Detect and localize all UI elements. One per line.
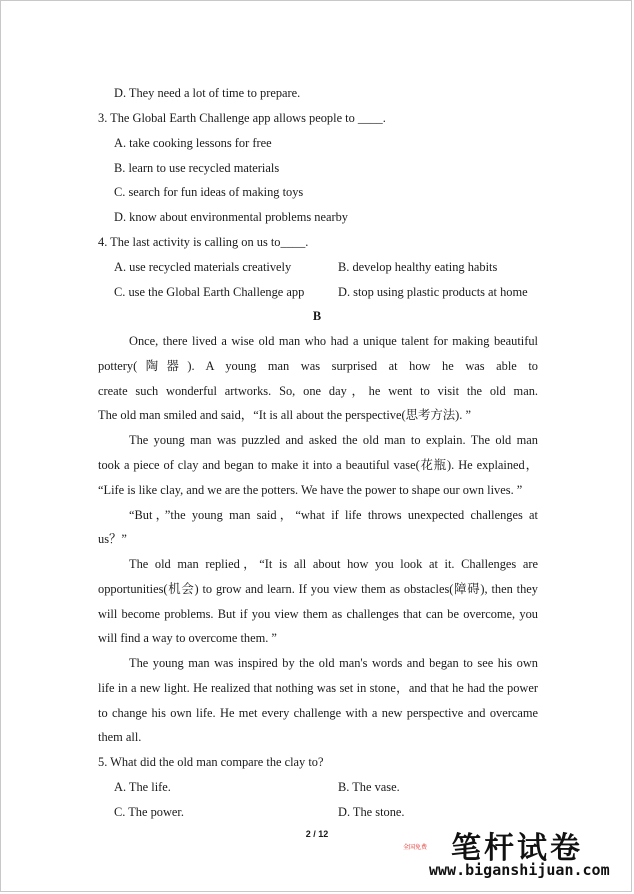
paragraph-4-line: opportunities(机会) to grow and learn. If you view them as obstacles(障碍), then they (98, 582, 538, 596)
paragraph-1-line: Once, there lived a wise old man who had a unique talent for making beautiful (129, 334, 538, 348)
paragraph-2-line: “Life is like clay, and we are the potters. We have the power to shape our own lives. ” (98, 483, 523, 497)
paragraph-5-line: life in a new light. He realized that nothing was set in stone，and that he had the power (98, 681, 538, 695)
q3-option-c: C. search for fun ideas of making toys (114, 185, 304, 199)
paragraph-4-line: will find a way to overcome them. ” (98, 631, 277, 645)
q4-option-b: B. develop healthy eating habits (338, 260, 498, 274)
q3-option-b: B. learn to use recycled materials (114, 161, 280, 175)
paragraph-1-line: create such wonderful artworks. So, one day，he went to visit the old man. (98, 384, 538, 398)
q4-option-c: C. use the Global Earth Challenge app (114, 285, 305, 299)
question-5: 5. What did the old man compare the clay to? (98, 755, 324, 769)
q5-option-c: C. The power. (114, 805, 184, 819)
paragraph-2-line: The young man was puzzled and asked the old man to explain. The old man (129, 433, 538, 447)
q4-option-d: D. stop using plastic products at home (338, 285, 528, 299)
q5-option-b: B. The vase. (338, 780, 400, 794)
question-3: 3. The Global Earth Challenge app allows people to ____. (98, 111, 386, 125)
page-number: 2 / 12 (305, 829, 329, 839)
question-4: 4. The last activity is calling on us to____. (98, 235, 309, 249)
paragraph-5-line: to change his own life. He met every challenge with a new perspective and overcame (98, 706, 538, 720)
q3-option-d: D. know about environmental problems nearby (114, 210, 348, 224)
watermark-tag: 全国免费 (403, 844, 428, 851)
q4-option-a: A. use recycled materials creatively (114, 260, 292, 274)
watermark-title: 笔杆试卷 (451, 831, 583, 866)
paragraph-2-line: took a piece of clay and began to make it into a beautiful vase(花瓶). He explained， (98, 458, 538, 472)
paragraph-3-line: “But，”the young man said，“what if life throws unexpected challenges at (129, 508, 538, 522)
section-heading: B (312, 309, 322, 323)
paragraph-3-line: us？” (98, 532, 127, 546)
paragraph-4-line: The old man replied，“It is all about how you look at it. Challenges are (129, 557, 538, 571)
watermark-url: www.biganshijuan.com (429, 861, 610, 879)
q2-option-d: D. They need a lot of time to prepare. (114, 86, 301, 100)
paragraph-1-line: The old man smiled and said，“It is all about the perspective(思考方法). ” (98, 408, 471, 422)
q5-option-d: D. The stone. (338, 805, 405, 819)
q3-option-a: A. take cooking lessons for free (114, 136, 272, 150)
paragraph-5-line: The young man was inspired by the old man's words and began to see his own (129, 656, 538, 670)
paragraph-4-line: will become problems. But if you view them as challenges that can be overcome, you (98, 607, 538, 621)
q5-option-a: A. The life. (114, 780, 171, 794)
paragraph-5-line: them all. (98, 730, 142, 744)
paragraph-1-line: pottery(陶器). A young man was surprised at how he was able to (98, 359, 538, 373)
